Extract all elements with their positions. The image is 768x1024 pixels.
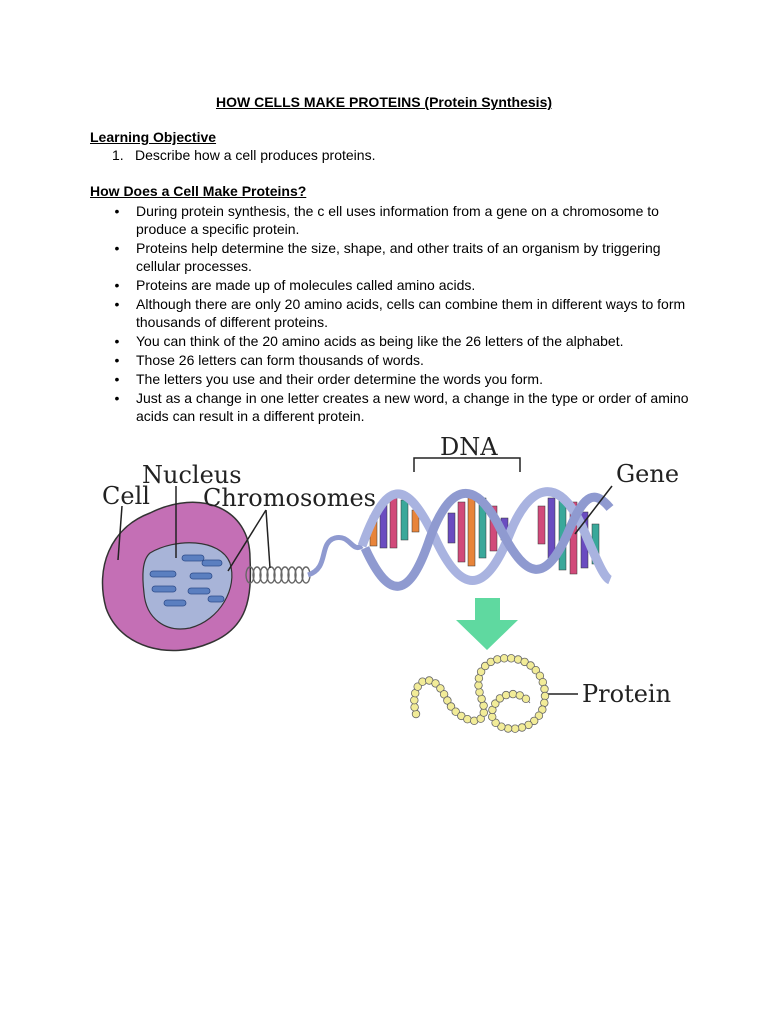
gene-label: Gene [616, 460, 680, 488]
amino-acid-bead [509, 690, 517, 698]
dna-helix [362, 492, 610, 587]
down-arrow-icon [456, 598, 518, 650]
bullet-icon: • [114, 203, 120, 219]
protein-chain [411, 655, 549, 733]
amino-acid-bead [480, 709, 488, 717]
amino-acid-bead [541, 692, 549, 700]
list-item: • Although there are only 20 amino acids, cells can combine them in different ways to form thousands of different proteins. [110, 295, 690, 331]
cell-label: Cell [102, 482, 150, 510]
list-item: • Just as a change in one letter creates a new word, a change in the type or order of amino acids can result in a different protein. [110, 389, 690, 425]
page-title: HOW CELLS MAKE PROTEINS (Protein Synthesis) [215, 94, 553, 110]
amino-acid-bead [522, 695, 530, 703]
chromosome-coil [246, 567, 310, 583]
learning-objective-heading: Learning Objective [90, 129, 217, 145]
bullet-icon: • [114, 333, 120, 349]
amino-acid-bead [419, 678, 427, 686]
amino-acid-bead [475, 682, 483, 690]
chromosomes-label: Chromosomes [203, 484, 376, 512]
list-item: • You can think of the 20 amino acids as being like the 26 letters of the alphabet. [110, 332, 690, 350]
bullet-icon: • [114, 240, 120, 256]
protein-label: Protein [582, 680, 672, 708]
amino-acid-bead [511, 725, 519, 733]
amino-acid-bead [412, 710, 420, 718]
amino-acid-bead [518, 724, 526, 732]
list-item: • Proteins help determine the size, shape, and other traits of an organism by triggering cellular processes. [110, 239, 690, 275]
objective-number: 1. [112, 147, 124, 163]
how-section-heading: How Does a Cell Make Proteins? [90, 183, 307, 199]
list-item: • The letters you use and their order determine the words you form. [110, 370, 690, 388]
bullet-icon: • [114, 296, 120, 312]
amino-acid-bead [464, 715, 472, 723]
objective-text: Describe how a cell produces proteins. [135, 147, 376, 163]
objective-item [112, 147, 375, 163]
list-item: • Those 26 letters can form thousands of words. [110, 351, 690, 369]
amino-acid-bead [476, 688, 484, 696]
dna-label: DNA [440, 433, 498, 461]
nucleus-label: Nucleus [142, 461, 242, 489]
amino-acid-bead [488, 713, 496, 721]
bullet-icon: • [114, 390, 120, 406]
amino-acid-bead [539, 678, 547, 686]
list-item: • Proteins are made up of molecules called amino acids. [110, 276, 690, 294]
bullet-icon: • [114, 371, 120, 387]
dna-connector [308, 537, 362, 575]
protein-synthesis-diagram [90, 428, 690, 758]
bullet-list [110, 202, 690, 426]
amino-acid-bead [541, 685, 549, 693]
amino-acid-bead [502, 691, 510, 699]
list-item: • During protein synthesis, the c ell uses information from a gene on a chromosome to produce a specific protein. [110, 202, 690, 238]
amino-acid-bead [411, 703, 419, 711]
amino-acid-bead [494, 656, 502, 664]
bullet-icon: • [114, 352, 120, 368]
amino-acid-bead [411, 696, 419, 704]
amino-acid-bead [507, 655, 515, 663]
bullet-icon: • [114, 277, 120, 293]
amino-acid-bead [500, 655, 508, 663]
